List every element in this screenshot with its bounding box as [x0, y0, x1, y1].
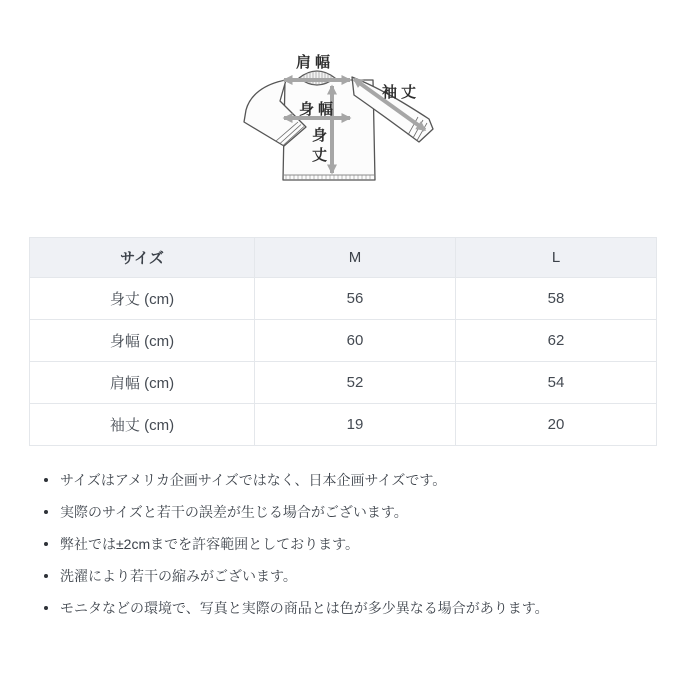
bullet-icon [44, 542, 48, 546]
row-label: 身幅 (cm) [30, 320, 255, 362]
cell-l: 58 [456, 278, 657, 320]
cell-l: 20 [456, 404, 657, 446]
note-item [44, 566, 654, 586]
cell-l: 54 [456, 362, 657, 404]
row-label: 肩幅 (cm) [30, 362, 255, 404]
cell-m: 19 [255, 404, 456, 446]
note-item [44, 470, 654, 490]
note-text: 洗濯により若干の縮みがございます。 [60, 568, 297, 584]
body-width-label: 身幅 [298, 101, 338, 118]
note-text: 弊社では±2cmまでを許容範囲としております。 [60, 536, 360, 552]
note-item [44, 598, 654, 618]
garment-measurement-diagram [240, 30, 480, 220]
table-row-body-length [30, 278, 657, 320]
note-item [44, 502, 654, 522]
col-header-m: M [255, 238, 456, 278]
note-text: 実際のサイズと若干の誤差が生じる場合がございます。 [60, 504, 408, 520]
cell-m: 56 [255, 278, 456, 320]
notes-list [44, 470, 654, 630]
col-header-l: L [456, 238, 657, 278]
bullet-icon [44, 574, 48, 578]
bullet-icon [44, 478, 48, 482]
shoulder-width-label: 肩幅 [295, 54, 335, 71]
cell-m: 52 [255, 362, 456, 404]
note-text: サイズはアメリカ企画サイズではなく、日本企画サイズです。 [60, 472, 447, 488]
note-text: モニタなどの環境で、写真と実際の商品とは色が多少異なる場合があります。 [60, 600, 549, 616]
col-header-size: サイズ [30, 238, 255, 278]
cell-m: 60 [255, 320, 456, 362]
row-label: 身丈 (cm) [30, 278, 255, 320]
table-row-body-width [30, 320, 657, 362]
table-row-shoulder-width [30, 362, 657, 404]
table-row-sleeve-length [30, 404, 657, 446]
size-table-header-row [30, 238, 657, 278]
sleeve-length-label: 袖丈 [381, 84, 421, 101]
note-item [44, 534, 654, 554]
bullet-icon [44, 510, 48, 514]
size-table-section [29, 237, 656, 446]
size-table [29, 237, 657, 446]
shirt-diagram-illustration [240, 30, 480, 220]
bullet-icon [44, 606, 48, 610]
body-length-label: 身丈 [310, 127, 327, 167]
cell-l: 62 [456, 320, 657, 362]
row-label: 袖丈 (cm) [30, 404, 255, 446]
